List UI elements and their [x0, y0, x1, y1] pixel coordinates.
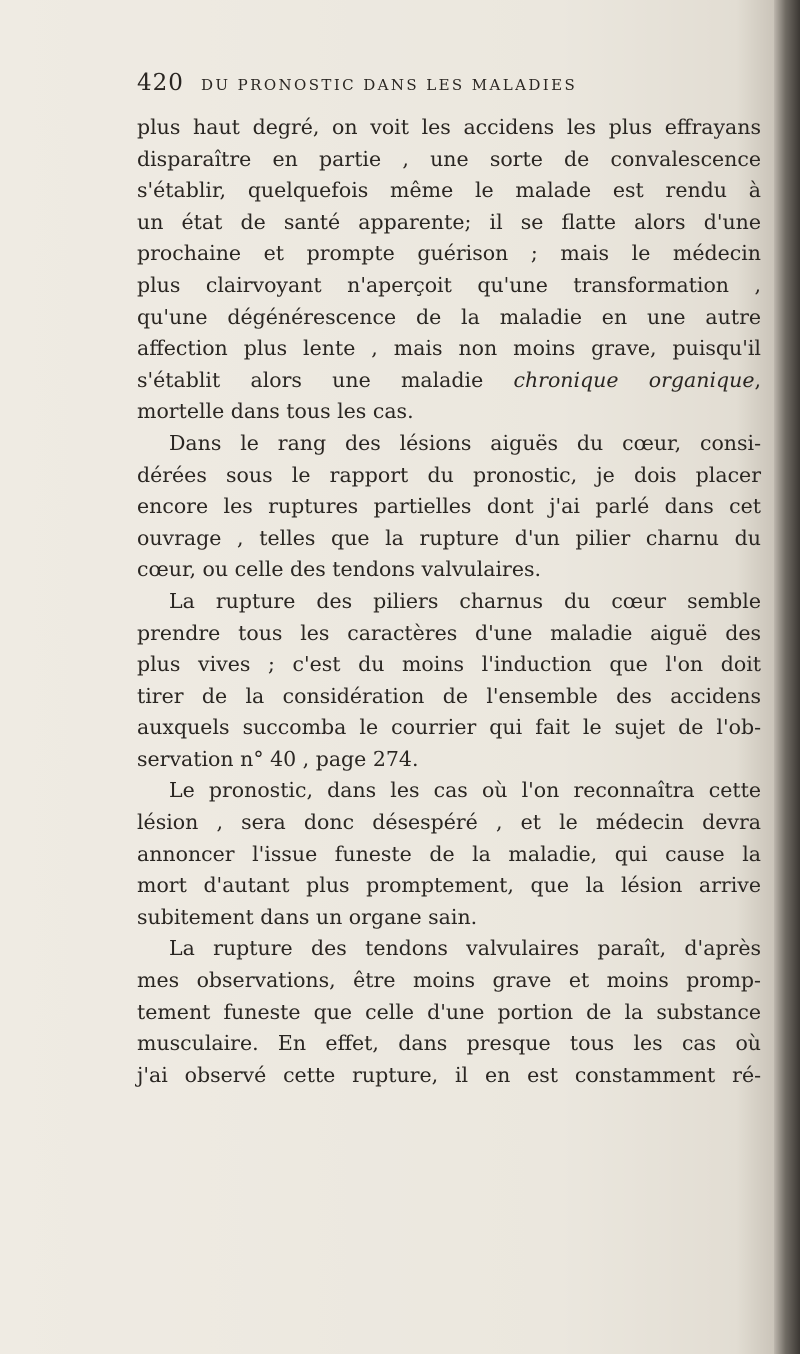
text-line: prochaine et prompte guérison ; mais le médecin [137, 241, 761, 266]
text-line: cœur, ou celle des tendons valvulaires. [137, 557, 541, 582]
text-line: affection plus lente , mais non moins grave, puisqu'il [137, 336, 761, 361]
text-line: plus clairvoyant n'aperçoit qu'une transformation , [137, 272, 761, 297]
text-line: annoncer l'issue funeste de la maladie, qui cause la [137, 841, 761, 866]
text-line: musculaire. En effet, dans presque tous les cas où [137, 1031, 761, 1056]
text-line: Le pronostic, dans les cas où l'on reconnaîtra cette [169, 778, 761, 803]
text-line: Dans le rang des lésions aiguës du cœur, consi- [169, 430, 761, 455]
text-line: disparaître en partie , une sorte de convalescence [137, 146, 761, 171]
text-line: s'établir, quelquefois même le malade est rendu à [137, 178, 761, 203]
text-line: plus vives ; c'est du moins l'induction que l'on doit [137, 652, 761, 677]
italic-phrase: chronique organique [513, 367, 755, 392]
text-line: qu'une dégénérescence de la maladie en une autre [137, 304, 761, 329]
text-line: tirer de la considération de l'ensemble des accidens [137, 683, 761, 708]
text-line: tement funeste que celle d'une portion de la substance [137, 999, 761, 1024]
paragraph [137, 112, 761, 428]
text-line: dérées sous le rapport du pronostic, je dois placer [137, 462, 761, 487]
running-head [137, 70, 657, 100]
text-line: mes observations, être moins grave et moins promp- [137, 968, 761, 993]
text-line: La rupture des tendons valvulaires paraît, d'après [169, 936, 761, 961]
text-line: encore les ruptures partielles dont j'ai parlé dans cet [137, 494, 761, 519]
paragraph [137, 428, 761, 586]
text-segment: , [754, 367, 761, 392]
body-text [137, 112, 761, 1091]
text-line: La rupture des piliers charnus du cœur semble [169, 588, 761, 613]
text-line: ouvrage , telles que la rupture d'un pilier charnu du [137, 525, 761, 550]
text-line: mort d'autant plus promptement, que la lésion arrive [137, 873, 761, 898]
running-title: DU PRONOSTIC DANS LES MALADIES [201, 76, 578, 94]
text-line: servation n° 40 , page 274. [137, 746, 419, 771]
text-line: mortelle dans tous les cas. [137, 399, 414, 424]
text-segment: s'établit alors une maladie [137, 367, 514, 392]
text-line: un état de santé apparente; il se flatte alors d'une [137, 209, 761, 234]
paragraph [137, 933, 761, 1091]
page-number: 420 [137, 70, 184, 96]
paragraph [137, 775, 761, 933]
text-line: plus haut degré, on voit les accidens les plus effrayans [137, 115, 761, 139]
text-line: subitement dans un organe sain. [137, 904, 478, 929]
paragraph [137, 586, 761, 776]
text-line: j'ai observé cette rupture, il en est constamment ré- [137, 1062, 761, 1087]
book-spine-shadow [774, 0, 800, 1354]
text-line [137, 365, 761, 397]
text-line: auxquels succomba le courrier qui fait le sujet de l'ob- [137, 715, 761, 740]
text-line: lésion , sera donc désespéré , et le médecin devra [137, 810, 761, 835]
text-line: prendre tous les caractères d'une maladie aiguë des [137, 620, 761, 645]
